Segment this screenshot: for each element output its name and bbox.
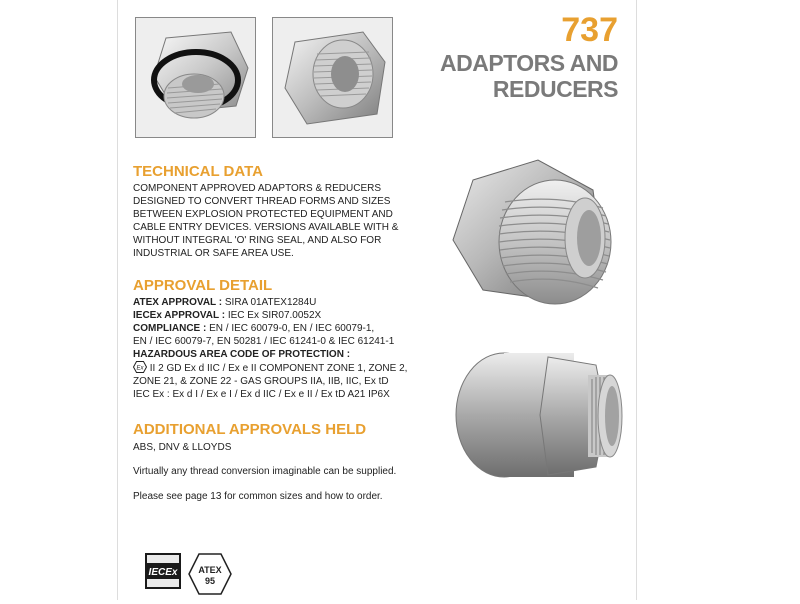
adaptor-hex-photo <box>443 150 628 315</box>
iecex-logo-text: IECEx <box>148 567 178 578</box>
title-line-2: REDUCERS <box>492 76 618 102</box>
atex-approval-value: SIRA 01ATEX1284U <box>222 297 317 308</box>
technical-line: WITHOUT INTEGRAL 'O' RING SEAL, AND ALSO FOR <box>133 235 382 246</box>
ex-hexagon-icon <box>133 361 147 373</box>
adaptor-oring-thumbnail <box>135 17 256 138</box>
iecex-approval-label: IECEx APPROVAL : <box>133 310 226 321</box>
product-code: 737 <box>561 11 618 49</box>
ex-symbol-text: Ex <box>136 365 144 372</box>
technical-line: CABLE ENTRY DEVICES. VERSIONS AVAILABLE WITH & <box>133 222 399 233</box>
hazard-code-text-1: II 2 GD Ex d IIC / Ex e II COMPONENT ZONE 1, ZONE 2, <box>147 363 408 374</box>
technical-line: INDUSTRIAL OR SAFE AREA USE. <box>133 248 294 259</box>
atex-logo-number: 95 <box>204 576 216 586</box>
hazard-code-line-1 <box>133 361 407 375</box>
hazardous-area-label <box>133 348 407 361</box>
additional-approvals-held: ABS, DNV & LLOYDS <box>133 442 232 453</box>
compliance-line-2: EN / IEC 60079-7, EN 50281 / IEC 61241-0 & IEC 61241-1 <box>133 336 395 347</box>
technical-line: COMPONENT APPROVED ADAPTORS & REDUCERS <box>133 183 382 194</box>
technical-data-heading: TECHNICAL DATA <box>133 163 263 180</box>
hazard-code-line-3: IEC Ex : Ex d I / Ex e I / Ex d IIC / Ex e II / Ex tD A21 IP6X <box>133 389 390 400</box>
hazard-code-line-2: ZONE 21, & ZONE 22 - GAS GROUPS IIA, IIB, IIC, Ex tD <box>133 376 389 387</box>
hazardous-area-label-text: HAZARDOUS AREA CODE OF PROTECTION : <box>133 349 351 360</box>
compliance-label: COMPLIANCE : <box>133 323 207 334</box>
iecex-logo <box>145 553 181 594</box>
technical-data-text <box>133 182 398 260</box>
compliance-value: EN / IEC 60079-0, EN / IEC 60079-1, <box>206 323 375 334</box>
additional-approvals-heading: ADDITIONAL APPROVALS HELD <box>133 421 367 438</box>
atex-logo-word: ATEX <box>198 565 222 575</box>
thread-conversion-note: Virtually any thread conversion imaginable can be supplied. <box>133 466 397 477</box>
iecex-approval-value: IEC Ex SIR07.0052X <box>225 310 322 321</box>
approval-detail-heading: APPROVAL DETAIL <box>133 277 273 294</box>
technical-line: DESIGNED TO CONVERT THREAD FORMS AND SIZES <box>133 196 391 207</box>
product-title <box>440 50 618 102</box>
atex-logo <box>188 553 232 600</box>
iecex-approval-line <box>133 309 407 322</box>
datasheet-page <box>117 0 637 600</box>
approval-detail-text <box>133 296 407 401</box>
adaptor-reducer-photo <box>448 345 628 495</box>
atex-approval-line <box>133 296 407 309</box>
page-reference-note: Please see page 13 for common sizes and how to order. <box>133 491 383 502</box>
adaptor-plain-thumbnail <box>272 17 393 138</box>
atex-approval-label: ATEX APPROVAL : <box>133 297 223 308</box>
technical-line: BETWEEN EXPLOSION PROTECTED EQUIPMENT AND <box>133 209 393 220</box>
compliance-line <box>133 322 407 335</box>
title-line-1: ADAPTORS AND <box>439 50 618 76</box>
